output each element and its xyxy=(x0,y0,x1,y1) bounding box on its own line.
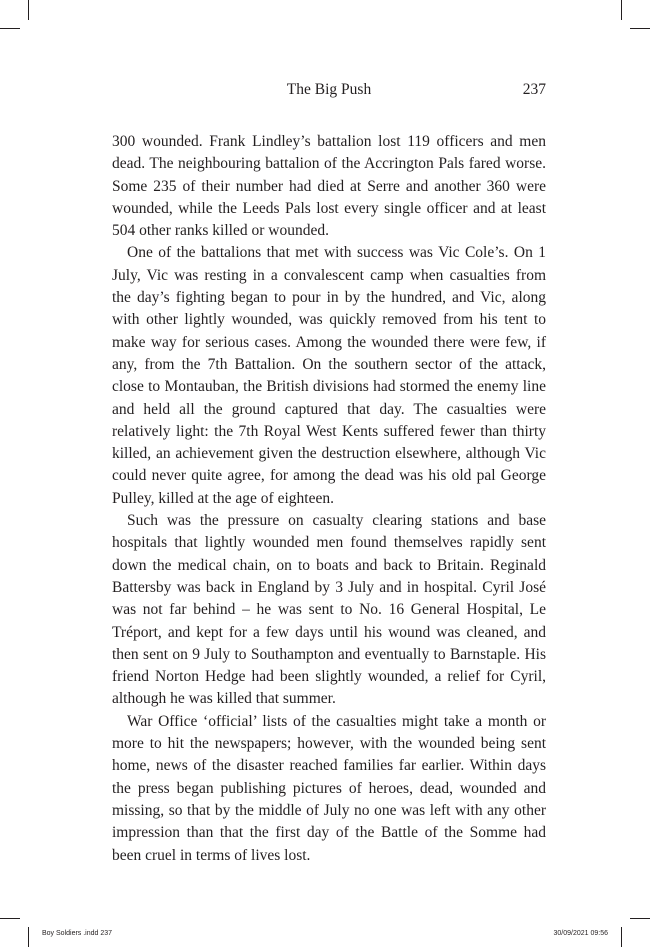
paragraph: War Office ‘official’ lists of the casualties might take a month or more to hit the newspapers; however, with the wounded being sent home, news of the disaster reached families far earlier. Within days the press began publishing pictures of heroes, dead, wounded and missing, so that by the middle of July no one was left with any other impression than that the first day of the Battle of the Somme had been cruel in terms of lives lost. xyxy=(112,712,546,864)
slug-date: 30/09/2021 09:56 xyxy=(553,930,608,937)
crop-mark xyxy=(0,28,20,29)
crop-mark xyxy=(621,927,622,947)
chapter-title: The Big Push xyxy=(286,81,372,98)
crop-mark xyxy=(0,918,20,919)
crop-mark xyxy=(621,0,622,20)
crop-mark xyxy=(630,28,650,29)
crop-mark xyxy=(28,0,29,20)
body-text xyxy=(112,131,546,867)
paragraph: 300 wounded. Frank Lindley’s battalion lost 119 officers and men dead. The neighbouring battalion of the Accrington Pals fared worse. Some 235 of their number had died at Serre and another 360 were wounded, while the Leeds Pals lost every single officer and at least 504 other ranks killed or wounded. xyxy=(112,133,546,240)
crop-mark xyxy=(28,927,29,947)
paragraph: Such was the pressure on casualty clearing stations and base hospitals that lightly wounded men found themselves rapidly sent down the medical chain, on to boats and back to Britain. Reginald Battersby was back in England by 3 July and in hospital. Cyril José was not far behind – he was sent to No. 16 General Hospital, Le Tréport, and kept for a few days until his wound was cleaned, and then sent on 9 July to Southampton and eventually to Barnstaple. His friend Norton Hedge had been slightly wounded, a relief for Cyril, although he was killed that summer. xyxy=(112,512,546,708)
paragraph: One of the battalions that met with success was Vic Cole’s. On 1 July, Vic was resting in a convalescent camp when casualties from the day’s fighting began to pour in by the hundred, and Vic, along with other lightly wounded, was quickly removed from his tent to make way for serious cases. Among the wounded there were few, if any, from the 7th Battalion. On the southern sector of the attack, close to Montauban, the British divisions had stormed the enemy line and held all the ground captured that day. The casualties were relatively light: the 7th Royal West Kents suffered fewer than thirty killed, an achievement given the destruction elsewhere, although Vic could never quite agree, for among the dead was his old pal George Pulley, killed at the age of eighteen. xyxy=(112,244,546,507)
crop-mark xyxy=(630,918,650,919)
page-number: 237 xyxy=(522,81,546,98)
slug-filename: Boy Soldiers .indd 237 xyxy=(42,930,113,937)
